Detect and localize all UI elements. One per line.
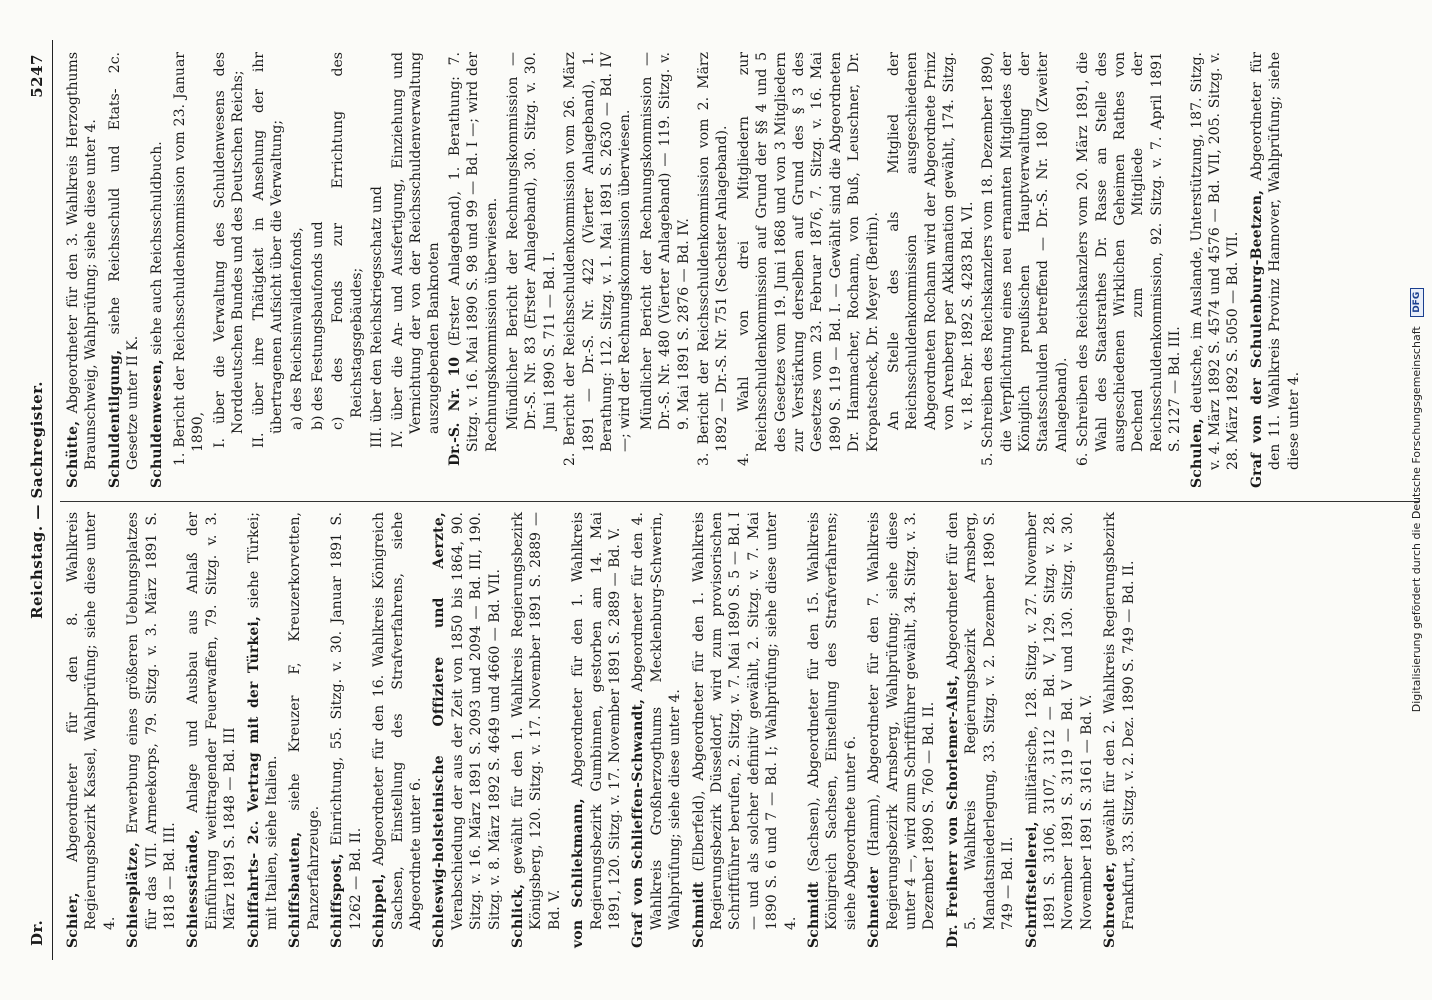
subentry: 3. Bericht der Reichsschuldenkommission vom 2. März 1892 — Dr.-S. Nr. 751 (Sechster Anlageband). (696, 51, 731, 466)
index-entry: Schroeder, gewählt für den 2. Wahlkreis Regierungsbezirk Frankfurt, 33. Sitzg. v. 2. Dez. 1890 S. 749 — Bd. II. (1102, 511, 1137, 948)
index-entry: Schiessstände, Anlage und Ausbau aus Anlaß der Einführung weittragender Feuerwaffen, 79. Sitzg. v. 3. März 1891 S. 1848 — Bd. III (185, 512, 239, 948)
subentry: 4. Wahl von drei Mitgliedern zur Reichsschuldenkommission auf Grund der §§ 4 und 5 des Gesetzes vom 19. Juni 1868 und von 3 Mitgliedern zur Verstärkung derselben auf Grund des § 3 des Gesetzes vom 23. Februar 1876, 7. Sitzg. v. 16. Mai 1890 S. 119 — Bd. I. — Gewählt sind die Abgeordneten Dr. Hammacher, Rochann, von Buß, Leuschner, Dr. Kropatscheck, Dr. Meyer (Berlin). (735, 52, 881, 466)
subentry: IV. über die An- und Ausfertigung, Einziehung und Vernichtung der von der Reichsschuldenverwaltung auszugebenden Banknoten (389, 51, 443, 448)
subentry: 2. Bericht der Reichsschuldenkommission vom 26. März 1891 — Dr.-S. Nr. 422 (Vierter Anlageband), 1. Berathung: 112. Sitzg. v. 1. Mai 1891 S. 2630 — Bd. IV —; wird der Rechnungskommission überwiesen. (562, 52, 634, 466)
subentry: III. über den Reichskriegsschatz und (369, 186, 386, 448)
index-entry: Schuldenwesen, siehe auch Reichsschuldbuch. (148, 141, 165, 488)
header-left: Dr. (28, 919, 46, 946)
index-entry: Graf von der Schulenburg-Beetzen, Abgeordneter für den 11. Wahlkreis Provinz Hannover, Wahlprüfung; siehe diese unter 4. (1248, 52, 1302, 488)
subentry: a) des Reichsinvalidenfonds, (289, 227, 306, 430)
index-entry: Schriftstellerei, militärische, 128. Sitzg. v. 27. November 1891 S. 3106, 3107, 3112 — Bd. V, 129. Sitzg. v. 28. November 1891 S. 3119 — Bd. V und 130. Sitzg. v. 30. November 1891 S. 3161 — Bd. V. (1023, 512, 1095, 948)
index-entry: Schippel, Abgeordneter für den 16. Wahlkreis Königreich Sachsen, Einstellung des Strafverfahrens, siehe Abgeordnete unter 6. (371, 512, 424, 948)
index-entry: Schiffspost, Einrichtung, 55. Sitzg. v. 30. Januar 1891 S. 1262 — Bd. II. (329, 512, 364, 948)
header-title: Reichstag. — Sachregister. (28, 381, 46, 619)
subentry: 1. Bericht der Reichsschuldenkommission vom 23. Januar 1890, (172, 52, 207, 466)
index-entry: Schiffahrts- 2c. Vertrag mit der Türkei, siehe Türkei; mit Italien, siehe Italien. (245, 512, 281, 948)
running-header (28, 40, 53, 960)
subentry: 6. Schreiben des Reichskanzlers vom 20. März 1891, die Wahl des Staatsrathes Dr. Rasse an Stelle des ausgeschiedenen Wirklichen Geheimen Rathes von Dechend zum Mitgliede der Reichsschuldenkommission, 92. Sitzg. v. 7. April 1891 S. 2127 — Bd. III. (1075, 51, 1184, 466)
index-entry: Schütte, Abgeordneter für den 3. Wahlkreis Herzogthums Braunschweig, Wahlprüfung; siehe diese unter 4. (65, 51, 100, 488)
report-note: Mündlicher Bericht der Rechnungskommission — Dr.-S. Nr. 480 (Vierter Anlageband) — 119. Sitzg. v. 9. Mai 1891 S. 2876 — Bd. IV. (638, 52, 692, 430)
subentry: Dr.-S. Nr. 10 (Erster Anlageband), 1. Berathung: 7. Sitzg. v. 16. Mai 1890 S. 98 und 99 — Bd. I —; wird der Rechnungskommission überwiesen. (446, 52, 500, 466)
index-entry: Schier, Abgeordneter für den 8. Wahlkreis Regierungsbezirk Kassel, Wahlprüfung; siehe diese unter 4. (65, 512, 118, 948)
report-note: Mündlicher Bericht der Rechnungskommission — Dr.-S. Nr. 83 (Erster Anlageband), 30. Sitzg. v. 30. Juni 1890 S. 711 — Bd. I. (504, 52, 558, 430)
report-note: An Stelle des als Mitglied der Reichsschuldenkommission ausgeschiedenen Abgeordneten Rochann wird der Abgeordnete Prinz von Arenberg per Akklamation gewählt, 174. Sitzg. v. 18. Febr. 1892 S. 4283 Bd. VI. (886, 52, 976, 430)
subentry: II. über ihre Thätigkeit in Ansehung der ihr übertragenen Aufsicht über die Verwaltung; (250, 51, 286, 448)
index-entry: Schleswig-holsteinische Offiziere und Aerzte, Verabschiedung der aus der Zeit von 1850 bis 1864, 90. Sitzg. v. 16. März 1891 S. 2093 und 2094 — Bd. III, 190. Sitzg. v. 8. März 1892 S. 4649 und 4660 — Bd. VII. (431, 512, 503, 948)
index-entry: Schulen, deutsche, im Auslande, Unterstützung, 187. Sitzg. v. 4. März 1892 S. 4574 und 4576 — Bd. VII, 205. Sitzg. v. 28. März 1892 S. 5050 — Bd. VII. (1188, 51, 1242, 488)
dfg-logo: DFG (1410, 288, 1424, 317)
subentry: b) des Festungsbaufonds und (309, 221, 326, 430)
index-entry: Schiffsbauten, siehe Kreuzer F, Kreuzerkorvetten, Panzerfahrzeuge. (287, 511, 322, 948)
subentry: 5. Schreiben des Reichskanzlers vom 18. Dezember 1890, die Verpflichtung eines neu ernannten Mitgliedes der Königlich preußischen Hauptverwaltung der Staatsschulden betreffend — Dr.-S. Nr. 180 (Zweiter Anlageband). (980, 52, 1070, 466)
right-column (64, 52, 1308, 488)
index-entry: Graf von Schlieffen-Schwandt, Abgeordneter für den 4. Wahlkreis Großherzogthums Mecklenburg-Schwerin, Wahlprüfung; siehe diese unter 4. (630, 511, 684, 948)
credit-text: Digitalisierung gefördert durch die Deutsche Forschungsgemeinschaft (1410, 326, 1423, 713)
index-entry: Schuldentilgung, siehe Reichsschuld und Etats- 2c. Gesetze unter II K. (106, 51, 142, 488)
index-entry: Schneider (Hamm), Abgeordneter für den 7. Wahlkreis Regierungsbezirk Arnsberg, Wahlprüfung; siehe diese unter 4 —, wird zum Schriftführer gewählt, 34. Sitzg. v. 3. Dezember 1890 S. 760 — Bd. II. (866, 512, 938, 948)
column-divider (60, 501, 1420, 502)
subentry: c) des Fonds zur Errichtung des Reichstagsgebäudes; (330, 52, 365, 430)
digitization-credit (1410, 0, 1424, 1000)
index-entry: Schmidt (Sachsen), Abgeordneter für den 15. Wahlkreis Königreich Sachsen, Einstellung des Strafverfahrens; siehe Abgeordnete unter 6. (806, 512, 859, 948)
subentry: I. über die Verwaltung des Schuldenwesens des Norddeutschen Bundes und des Deutschen Reichs; (211, 51, 247, 448)
left-column (64, 512, 1143, 948)
index-entry: Dr. Freiherr von Schorlemer-Alst, Abgeordneter für den 5. Wahlkreis Regierungsbezirk Arnsberg, Mandatsniederlegung, 33. Sitzg. v. 2. Dezember 1890 S. 749 — Bd. II. (944, 512, 1017, 948)
index-entry: Schmidt (Elberfeld), Abgeordneter für den 1. Wahlkreis Regierungsbezirk Düsseldorf, wird zum provisorischen Schriftführer berufen, 2. Sitzg. v. 7. Mai 1890 S. 5 — Bd. I — und als solcher definitiv gewählt, 2. Sitzg. v. 7. Mai 1890 S. 6 und 7 — Bd. I; Wahlprüfung; siehe diese unter 4. (690, 512, 799, 948)
page-number: 5247 (28, 54, 46, 98)
index-entry: Schlick, gewählt für den 1. Wahlkreis Regierungsbezirk Königsberg, 120. Sitzg. v. 17. November 1891 S. 2889 — Bd. V. (509, 511, 563, 948)
index-entry: Schiesplätze, Erwerbung eines größeren Uebungsplatzes für das VII. Armeekorps, 79. Sitzg. v. 3. März 1891 S. 1818 — Bd. III. (125, 512, 179, 948)
index-entry: von Schliekmann, Abgeordneter für den 1. Wahlkreis Regierungsbezirk Gumbinnen, gestorben am 14. Mai 1891, 120. Sitzg. v. 17. November 1891 S. 2889 — Bd. V. (570, 511, 623, 948)
